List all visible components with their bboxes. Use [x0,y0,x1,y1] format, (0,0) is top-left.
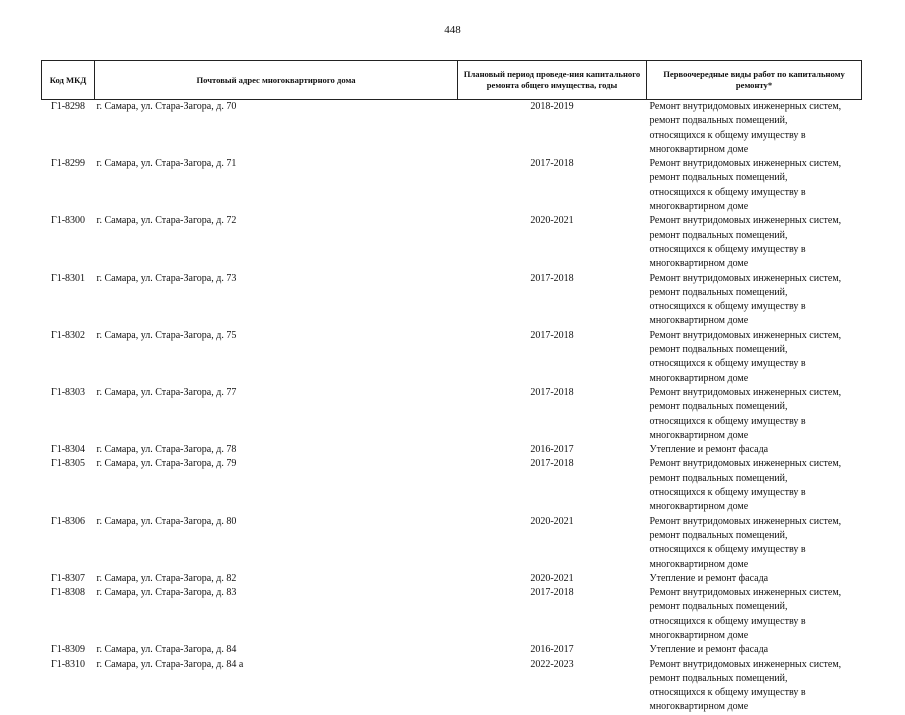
cell-period: 2017-2018 [530,329,574,341]
cell-works: Ремонт внутридомовых инженерных систем, ремонт подвальных помещений, относящихся к общему имуществу в многоквартирном доме [649,515,842,570]
cell-address: г. Самара, ул. Стара-Загора, д. 75 [96,329,237,341]
cell-period: 2020-2021 [530,515,574,527]
table-row [42,586,862,643]
cell-address: г. Самара, ул. Стара-Загора, д. 82 [96,572,237,584]
cell-code: Г1-8307 [50,572,86,584]
table-row [42,443,862,457]
cell-period: 2017-2018 [530,272,574,284]
cell-address: г. Самара, ул. Стара-Загора, д. 72 [96,215,237,227]
cell-period: 2016-2017 [530,444,574,456]
table-row [42,100,862,158]
cell-works: Утепление и ремонт фасада [649,444,769,456]
cell-period: 2017-2018 [530,386,574,398]
cell-address: г. Самара, ул. Стара-Загора, д. 84 а [96,658,244,670]
header-row [42,61,862,100]
cell-code: Г1-8300 [50,215,86,227]
header-period: Плановый период проведе-ния капитального ремонта общего имущества, годы [458,61,647,100]
table-row [42,214,862,271]
table-row [42,457,862,514]
cell-address: г. Самара, ул. Стара-Загора, д. 83 [96,587,237,599]
table-row [42,515,862,572]
cell-period: 2016-2017 [530,644,574,656]
cell-period: 2017-2018 [530,158,574,170]
cell-address: г. Самара, ул. Стара-Загора, д. 78 [96,444,237,456]
table-body [42,100,862,715]
cell-code: Г1-8301 [50,272,86,284]
cell-works: Ремонт внутридомовых инженерных систем, ремонт подвальных помещений, относящихся к общему имуществу в многоквартирном доме [649,587,842,641]
cell-works: Утепление и ремонт фасада [649,572,769,584]
table-row [42,386,862,443]
cell-works: Ремонт внутридомовых инженерных систем, ремонт подвальных помещений, относящихся к общему имуществу в многоквартирном доме [649,272,842,327]
cell-code: Г1-8304 [50,444,86,456]
cell-address: г. Самара, ул. Стара-Загора, д. 77 [96,386,237,398]
cell-period: 2020-2021 [530,215,574,227]
table-row [42,643,862,657]
cell-period: 2017-2018 [530,587,574,599]
cell-works: Ремонт внутридомовых инженерных систем, ремонт подвальных помещений, относящихся к общему имуществу в многоквартирном доме [649,101,842,155]
cell-address: г. Самара, ул. Стара-Загора, д. 70 [96,101,237,112]
cell-works: Ремонт внутридомовых инженерных систем, ремонт подвальных помещений, относящихся к общему имуществу в многоквартирном доме [649,386,842,441]
cell-period: 2017-2018 [530,458,574,470]
table-row [42,658,862,715]
header-address: Почтовый адрес многоквартирного дома [95,61,458,100]
cell-address: г. Самара, ул. Стара-Загора, д. 79 [96,458,237,470]
cell-code: Г1-8305 [50,458,86,470]
cell-works: Ремонт внутридомовых инженерных систем, ремонт подвальных помещений, относящихся к общему имуществу в многоквартирном доме [649,215,842,270]
header-code: Код МКД [42,61,95,100]
cell-period: 2020-2021 [530,572,574,584]
cell-code: Г1-8302 [50,329,86,341]
cell-address: г. Самара, ул. Стара-Загора, д. 71 [96,158,237,170]
cell-code: Г1-8303 [50,386,86,398]
cell-code: Г1-8308 [50,587,86,599]
cell-works: Ремонт внутридомовых инженерных систем, ремонт подвальных помещений, относящихся к общему имуществу в многоквартирном доме [649,658,842,713]
cell-code: Г1-8306 [50,515,86,527]
cell-period: 2018-2019 [530,101,574,112]
table-row [42,157,862,214]
cell-works: Ремонт внутридомовых инженерных систем, ремонт подвальных помещений, относящихся к общему имуществу в многоквартирном доме [649,329,842,384]
repair-schedule-table [41,60,862,715]
cell-address: г. Самара, ул. Стара-Загора, д. 80 [96,515,237,527]
header-works: Первоочередные виды работ по капитальному ремонту* [647,61,862,100]
cell-works: Ремонт внутридомовых инженерных систем, ремонт подвальных помещений, относящихся к общему имуществу в многоквартирном доме [649,158,842,213]
table-row [42,572,862,586]
cell-code: Г1-8310 [50,658,86,670]
cell-code: Г1-8298 [50,101,86,112]
cell-code: Г1-8299 [50,158,86,170]
table-row [42,272,862,329]
table-header [42,61,862,100]
cell-address: г. Самара, ул. Стара-Загора, д. 84 [96,644,237,656]
table-row [42,329,862,386]
cell-works: Ремонт внутридомовых инженерных систем, ремонт подвальных помещений, относящихся к общему имуществу в многоквартирном доме [649,458,842,513]
cell-period: 2022-2023 [530,658,574,670]
cell-code: Г1-8309 [50,644,86,656]
page-number: 448 [444,24,461,36]
cell-address: г. Самара, ул. Стара-Загора, д. 73 [96,272,237,284]
cell-works: Утепление и ремонт фасада [649,644,769,656]
